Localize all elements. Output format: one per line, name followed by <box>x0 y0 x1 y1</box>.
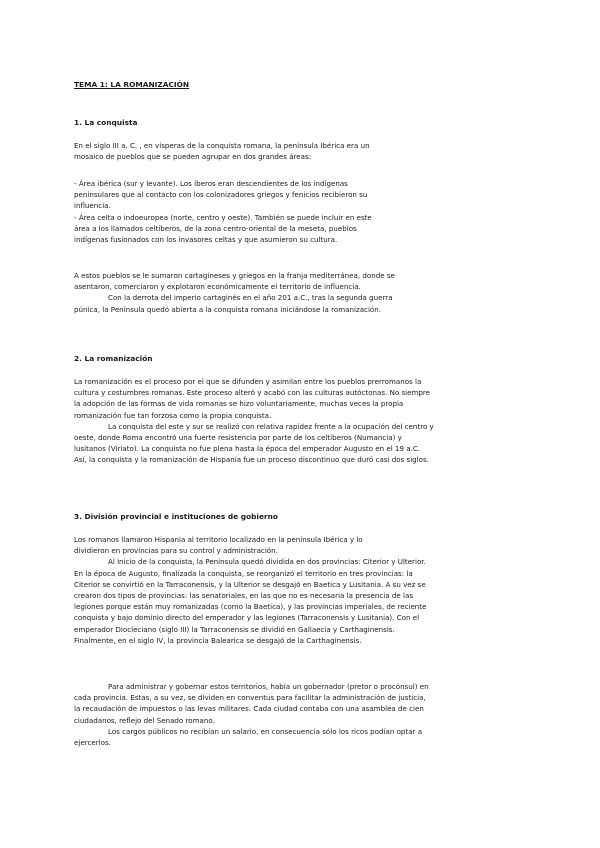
document-title: TEMA 1: LA ROMANIZACIÓN <box>74 80 190 89</box>
text-line: la adopción de las formas de vida romanas se hizo voluntariamente, muchas veces la propia <box>74 399 404 409</box>
text-line: cada provincia. Estas, a su vez, se dividen en conventus para facilitar la administración de justicia, <box>74 693 426 703</box>
list-item-line: peninsulares que al contacto con los colonizadores griegos y fenicios recibieron su <box>74 190 368 200</box>
list-item-line: - Área ibérica (sur y levante). Los íberos eran descendientes de los indígenas <box>74 179 348 188</box>
text-line: romanización fue tan forzosa como la propia conquista. <box>74 410 272 420</box>
list-item-line: indígenas fusionados con los invasores celtas y que asumieron su cultura. <box>74 235 338 245</box>
text-line: Finalmente, en el siglo IV, la provincia Balearica se desgajó de la Carthaginensis. <box>74 635 362 645</box>
paragraph <box>74 270 534 315</box>
section-heading-conquista: 1. La conquista <box>74 118 138 127</box>
paragraph <box>74 681 534 748</box>
text-line: Así, la conquista y la romanización de Hispania fue un proceso discontinuo que duró casi dos siglos. <box>74 455 429 465</box>
text-line: la recaudación de impuestos o las levas militares. Cada ciudad contaba con una asamblea de cien <box>74 704 424 714</box>
text-line: dividieron en provincias para su control y administración. <box>74 546 278 556</box>
text-line: Con la derrota del imperio cartaginés en el año 201 a.C., tras la segunda guerra <box>108 293 393 303</box>
text-line: En la época de Augusto, finalizada la conquista, se reorganizó el territorio en tres provincias: la <box>74 568 413 578</box>
paragraph <box>74 376 534 466</box>
text-line: púnica, la Península quedó abierta a la conquista romana iniciándose la romanización. <box>74 304 382 314</box>
text-line: La romanización es el proceso por el que se difunden y asimilan entre los pueblos prerromanos la <box>74 377 422 386</box>
text-line: emperador Diocleciano (siglo III) la Tarraconensis se dividió en Gallaecia y Carthaginensis. <box>74 624 395 634</box>
paragraph-areas-list <box>74 178 534 245</box>
paragraph <box>74 140 534 162</box>
text-line: Citerior se convirtió en la Tarraconensis, y la Ulterior se desgajó en Baetica y Lusitania. A su vez se <box>74 579 426 589</box>
list-item-line: - Área celta o indoeuropea (norte, centro y oeste). También se puede incluir en este <box>74 212 372 222</box>
list-item-line: área a los llamados celtíberos, de la zona centro-oriental de la meseta, pueblos <box>74 223 357 233</box>
text-line: cultura y costumbres romanas. Este proceso alteró y acabó con las culturas autóctonas. No siempre <box>74 388 431 398</box>
text-line: lusitanos (Viriato). La conquista no fue plena hasta la época del emperador Augusto en el 19 a.C. <box>74 444 421 454</box>
text-line: oeste, donde Roma encontró una fuerte resistencia por parte de los celtíberos (Numancia) y <box>74 433 402 443</box>
text-line: legiones porque están muy romanizadas (como la Baetica), y las provincias imperiales, de reciente <box>74 602 427 612</box>
text-line: Al inicio de la conquista, la Península quedó dividida en dos provincias: Citerior y Ulterior. <box>108 557 426 567</box>
text-line: ciudadanos, reflejo del Senado romano. <box>74 715 215 725</box>
text-line: En el siglo III a. C. , en vísperas de la conquista romana, la península Ibérica era un <box>74 141 370 150</box>
text-line: mosaico de pueblos que se pueden agrupar en dos grandes áreas: <box>74 152 312 162</box>
text-line: asentaron, comerciaron y explotaron económicamente el territorio de influencia. <box>74 282 361 292</box>
list-item-line: influencia. <box>74 201 111 211</box>
text-line: ejercerlos. <box>74 738 111 748</box>
section-heading-romanizacion: 2. La romanización <box>74 354 153 363</box>
text-line: conquista y bajo dominio directo del emperador y las legiones (Tarraconensis y Lusitania). Con el <box>74 613 420 623</box>
text-line: La conquista del este y sur se realizó con relativa rapidez frente a la ocupación del centro y <box>108 421 434 431</box>
paragraph <box>74 534 534 646</box>
text-line: A estos pueblos se le sumaron cartagineses y griegos en la franja mediterránea, donde se <box>74 271 395 280</box>
text-line: Los romanos llamaron Hispania al territorio localizado en la península Ibérica y lo <box>74 535 363 544</box>
text-line: Los cargos públicos no recibían un salario, en consecuencia sólo los ricos podían optar a <box>108 726 423 736</box>
section-heading-division-provincial: 3. División provincial e instituciones de gobierno <box>74 512 278 521</box>
text-line: Para administrar y gobernar estos territorios, había un gobernador (pretor o procónsul) en <box>108 682 429 691</box>
text-line: crearon dos tipos de provincias: las senatoriales, en las que no es necesaria la presencia de las <box>74 591 414 601</box>
